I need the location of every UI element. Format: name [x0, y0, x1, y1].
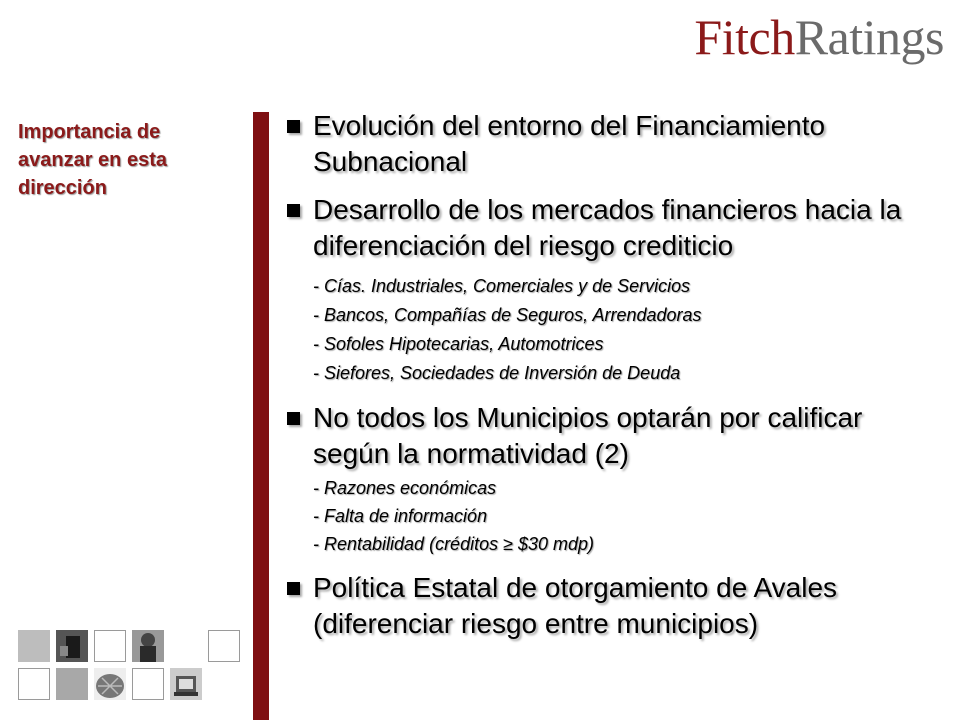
bullet-list	[285, 108, 945, 642]
photo-tile	[170, 668, 202, 700]
bullet-text: Desarrollo de los mercados financieros hacia la diferenciación del riesgo crediticio	[313, 194, 902, 261]
empty-tile	[208, 630, 240, 662]
photo-tile	[94, 668, 126, 700]
bullet-item	[285, 400, 945, 472]
sub-item: - Sofoles Hipotecarias, Automotrices	[313, 334, 604, 354]
logo-ratings: Ratings	[794, 9, 944, 65]
sub-item: - Siefores, Sociedades de Inversión de Deuda	[313, 363, 681, 383]
bullet-square-icon	[287, 120, 300, 133]
logo-fitch: Fitch	[694, 9, 795, 65]
empty-tile	[94, 630, 126, 662]
sub-list	[285, 272, 945, 388]
vertical-divider-bar	[253, 112, 269, 720]
empty-tile	[18, 668, 50, 700]
bullet-text: No todos los Municipios optarán por calificar según la normatividad (2)	[313, 402, 863, 469]
fitch-ratings-logo	[694, 9, 944, 65]
gray-tile	[56, 668, 88, 700]
bullet-text: Evolución del entorno del Financiamiento Subnacional	[313, 110, 826, 177]
gray-tile	[18, 630, 50, 662]
bullet-square-icon	[287, 204, 300, 217]
bullet-item	[285, 570, 945, 642]
sub-item: - Cías. Industriales, Comerciales y de Servicios	[313, 276, 691, 296]
sub-item: - Razones económicas	[313, 478, 497, 498]
photo-tile	[132, 630, 164, 662]
bullet-square-icon	[287, 412, 300, 425]
side-title: Importancia de avanzar en esta dirección	[18, 121, 167, 199]
bullet-item	[285, 192, 945, 264]
empty-tile	[132, 668, 164, 700]
bullet-square-icon	[287, 582, 300, 595]
sub-list	[285, 474, 945, 558]
sub-item: - Bancos, Compañías de Seguros, Arrendadoras	[313, 305, 702, 325]
photo-tile	[56, 630, 88, 662]
sub-item: - Falta de información	[313, 506, 488, 526]
sub-item: - Rentabilidad (créditos ≥ $30 mdp)	[313, 534, 595, 554]
bullet-item	[285, 108, 945, 180]
bullet-text: Política Estatal de otorgamiento de Avales (diferenciar riesgo entre municipios)	[313, 572, 838, 639]
